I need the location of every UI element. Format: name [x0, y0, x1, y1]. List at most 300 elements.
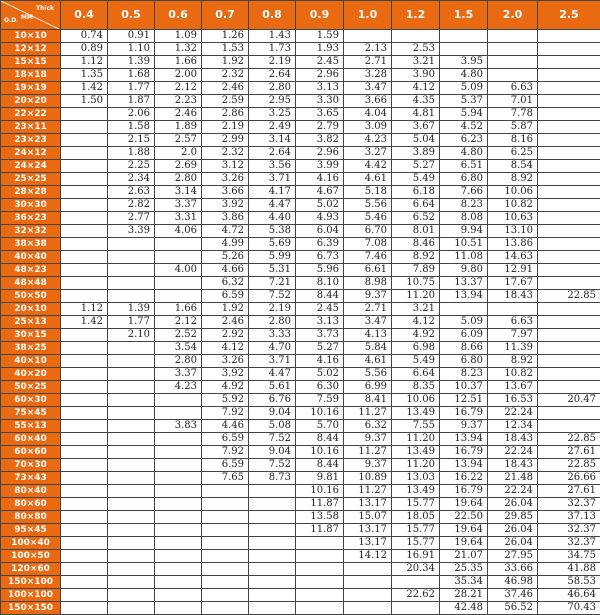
weight-cell: 2.80: [155, 173, 202, 186]
weight-cell: 7.92: [202, 407, 249, 420]
weight-cell: [392, 30, 440, 43]
weight-cell: 1.39: [108, 303, 155, 316]
weight-cell: 10.16: [296, 407, 344, 420]
weight-cell: [61, 420, 108, 433]
weight-cell: 2.45: [296, 303, 344, 316]
table-row: [1, 420, 600, 433]
weight-cell: [155, 394, 202, 407]
weight-cell: 7.97: [488, 329, 538, 342]
weight-cell: [155, 550, 202, 563]
weight-cell: 8.44: [296, 433, 344, 446]
weight-cell: [108, 485, 155, 498]
weight-cell: 7.92: [202, 446, 249, 459]
weight-cell: [108, 238, 155, 251]
weight-cell: 22.24: [488, 485, 538, 498]
size-cell: 36×23: [1, 212, 61, 225]
table-row: [1, 251, 600, 264]
weight-cell: 9.04: [249, 407, 296, 420]
weight-cell: 3.66: [202, 186, 249, 199]
weight-cell: 7.46: [344, 251, 392, 264]
weight-cell: [538, 56, 600, 69]
weight-cell: 5.94: [440, 108, 488, 121]
weight-cell: 7.52: [249, 290, 296, 303]
weight-cell: 6.23: [440, 134, 488, 147]
weight-cell: 10.82: [488, 199, 538, 212]
size-cell: 120×60: [1, 563, 61, 576]
weight-cell: 5.02: [296, 199, 344, 212]
weight-cell: [538, 329, 600, 342]
size-cell: 80×80: [1, 511, 61, 524]
weight-cell: 13.67: [488, 381, 538, 394]
size-cell: 23×11: [1, 121, 61, 134]
size-cell: 60×60: [1, 446, 61, 459]
weight-cell: 1.35: [61, 69, 108, 82]
weight-cell: 20.47: [538, 394, 600, 407]
weight-cell: 1.42: [61, 82, 108, 95]
weight-cell: 10.51: [440, 238, 488, 251]
weight-cell: 10.63: [488, 212, 538, 225]
weight-cell: 6.25: [488, 147, 538, 160]
weight-cell: 16.91: [392, 550, 440, 563]
weight-cell: 19.64: [440, 524, 488, 537]
size-cell: 30×30: [1, 199, 61, 212]
weight-cell: [249, 602, 296, 615]
weight-cell: 2.82: [108, 199, 155, 212]
weight-cell: 11.87: [296, 524, 344, 537]
weight-cell: 10.75: [392, 277, 440, 290]
size-cell: 100×50: [1, 550, 61, 563]
weight-cell: 2.77: [108, 212, 155, 225]
weight-cell: 7.08: [344, 238, 392, 251]
weight-cell: 3.12: [202, 160, 249, 173]
table-row: [1, 108, 600, 121]
weight-cell: [61, 277, 108, 290]
weight-cell: 6.04: [296, 225, 344, 238]
weight-cell: [538, 134, 600, 147]
weight-cell: 2.64: [249, 147, 296, 160]
weight-cell: [61, 433, 108, 446]
weight-cell: 3.39: [108, 225, 155, 238]
weight-cell: 6.52: [392, 212, 440, 225]
size-cell: 15×15: [1, 56, 61, 69]
weight-cell: 22.62: [392, 589, 440, 602]
weight-cell: 5.09: [440, 316, 488, 329]
table-row: [1, 394, 600, 407]
size-cell: 18×18: [1, 69, 61, 82]
weight-cell: [392, 602, 440, 615]
weight-cell: 2.86: [202, 108, 249, 121]
weight-cell: [108, 368, 155, 381]
weight-cell: 11.39: [488, 342, 538, 355]
table-row: [1, 212, 600, 225]
weight-cell: 16.53: [488, 394, 538, 407]
weight-cell: [108, 602, 155, 615]
weight-cell: [155, 290, 202, 303]
weight-cell: [344, 602, 392, 615]
weight-cell: 2.12: [155, 82, 202, 95]
weight-cell: 3.71: [249, 173, 296, 186]
weight-cell: 4.23: [344, 134, 392, 147]
weight-cell: 18.43: [488, 433, 538, 446]
weight-cell: [155, 407, 202, 420]
weight-cell: 4.47: [249, 199, 296, 212]
mm-label: MM: [21, 12, 33, 24]
weight-cell: [155, 433, 202, 446]
weight-cell: 8.92: [488, 355, 538, 368]
weight-cell: 10.16: [296, 446, 344, 459]
weight-cell: 32.37: [538, 537, 600, 550]
weight-cell: [538, 225, 600, 238]
table-row: [1, 433, 600, 446]
weight-cell: [488, 30, 538, 43]
weight-cell: 10.82: [488, 368, 538, 381]
weight-cell: [155, 459, 202, 472]
weight-cell: 4.12: [392, 316, 440, 329]
weight-cell: 26.66: [538, 472, 600, 485]
weight-cell: 3.26: [202, 173, 249, 186]
weight-cell: [538, 199, 600, 212]
corner-header-cell: [1, 1, 61, 30]
weight-cell: 2.19: [202, 121, 249, 134]
weight-cell: [155, 277, 202, 290]
weight-cell: [61, 238, 108, 251]
weight-cell: 21.48: [488, 472, 538, 485]
weight-cell: 3.14: [155, 186, 202, 199]
weight-cell: 11.20: [392, 459, 440, 472]
weight-cell: 5.04: [392, 134, 440, 147]
weight-cell: [108, 264, 155, 277]
weight-cell: [155, 238, 202, 251]
weight-cell: 5.09: [440, 82, 488, 95]
size-cell: 32×32: [1, 225, 61, 238]
size-cell: 150×100: [1, 576, 61, 589]
weight-cell: [108, 407, 155, 420]
weight-cell: [392, 576, 440, 589]
weight-cell: 2.95: [249, 95, 296, 108]
weight-cell: 8.54: [488, 160, 538, 173]
size-cell: 25×13: [1, 316, 61, 329]
weight-cell: [538, 303, 600, 316]
weight-cell: [155, 485, 202, 498]
size-cell: 19×19: [1, 82, 61, 95]
weight-cell: 3.90: [392, 69, 440, 82]
size-cell: 20×20: [1, 95, 61, 108]
table-row: [1, 446, 600, 459]
weight-cell: 3.30: [296, 95, 344, 108]
size-cell: 22×22: [1, 108, 61, 121]
table-row: [1, 563, 600, 576]
weight-cell: 11.20: [392, 290, 440, 303]
od-label: O.D.: [4, 15, 19, 27]
weight-cell: 11.20: [392, 433, 440, 446]
size-cell: 23×23: [1, 134, 61, 147]
weight-cell: 1.26: [202, 30, 249, 43]
weight-cell: 8.98: [344, 277, 392, 290]
weight-cell: 2.32: [202, 69, 249, 82]
table-row: [1, 199, 600, 212]
table-row: [1, 550, 600, 563]
weight-cell: [488, 69, 538, 82]
weight-cell: 7.21: [249, 277, 296, 290]
weight-cell: [249, 563, 296, 576]
weight-cell: 5.96: [296, 264, 344, 277]
weight-cell: 13.17: [344, 498, 392, 511]
weight-cell: 3.28: [344, 69, 392, 82]
weight-cell: 1.92: [202, 56, 249, 69]
weight-cell: [249, 485, 296, 498]
weight-cell: 16.79: [440, 485, 488, 498]
weight-cell: 46.98: [488, 576, 538, 589]
weight-cell: 1.42: [61, 316, 108, 329]
weight-cell: 13.37: [440, 277, 488, 290]
weight-cell: 8.46: [392, 238, 440, 251]
weight-cell: 0.91: [108, 30, 155, 43]
weight-cell: [155, 472, 202, 485]
weight-cell: 3.31: [155, 212, 202, 225]
weight-cell: [108, 433, 155, 446]
weight-cell: 6.39: [296, 238, 344, 251]
weight-cell: [538, 277, 600, 290]
weight-cell: 4.72: [202, 225, 249, 238]
size-cell: 70×30: [1, 459, 61, 472]
weight-cell: [108, 459, 155, 472]
weight-cell: [108, 420, 155, 433]
thickness-header: 1.0: [344, 1, 392, 30]
table-row: [1, 160, 600, 173]
weight-cell: 5.56: [344, 368, 392, 381]
weight-cell: 22.85: [538, 433, 600, 446]
weight-cell: [440, 43, 488, 56]
weight-cell: 1.59: [296, 30, 344, 43]
weight-cell: 5.84: [344, 342, 392, 355]
weight-cell: 10.16: [296, 485, 344, 498]
weight-cell: 11.27: [344, 485, 392, 498]
weight-cell: 6.59: [202, 459, 249, 472]
size-cell: 40×20: [1, 368, 61, 381]
table-row: [1, 43, 600, 56]
weight-cell: 3.13: [296, 316, 344, 329]
weight-cell: 8.44: [296, 459, 344, 472]
weight-cell: 8.23: [440, 199, 488, 212]
weight-cell: 8.92: [392, 251, 440, 264]
weight-cell: 4.92: [392, 329, 440, 342]
weight-cell: [202, 602, 249, 615]
weight-cell: 70.43: [538, 602, 600, 615]
size-cell: 60×40: [1, 433, 61, 446]
weight-cell: 0.74: [61, 30, 108, 43]
weight-cell: 3.99: [296, 160, 344, 173]
size-cell: 50×25: [1, 381, 61, 394]
weight-cell: 4.16: [296, 355, 344, 368]
size-cell: 48×48: [1, 277, 61, 290]
table-row: [1, 355, 600, 368]
weight-cell: [61, 147, 108, 160]
weight-cell: 2.46: [155, 108, 202, 121]
weight-cell: 11.87: [296, 498, 344, 511]
weight-cell: [61, 576, 108, 589]
weight-cell: 22.85: [538, 290, 600, 303]
weight-cell: [61, 355, 108, 368]
weight-cell: 2.80: [155, 355, 202, 368]
size-cell: 80×40: [1, 485, 61, 498]
weight-cell: [61, 472, 108, 485]
weight-cell: 1.92: [202, 303, 249, 316]
table-row: [1, 173, 600, 186]
weight-cell: 28.21: [440, 589, 488, 602]
weight-cell: 1.12: [61, 56, 108, 69]
header-row: [1, 1, 600, 30]
weight-cell: 9.94: [440, 225, 488, 238]
weight-cell: 4.80: [440, 69, 488, 82]
weight-cell: 13.94: [440, 290, 488, 303]
weight-cell: 1.73: [249, 43, 296, 56]
weight-cell: [155, 524, 202, 537]
weight-cell: 1.43: [249, 30, 296, 43]
weight-cell: [155, 576, 202, 589]
size-cell: 40×10: [1, 355, 61, 368]
weight-cell: 6.18: [392, 186, 440, 199]
weight-cell: 7.66: [440, 186, 488, 199]
weight-cell: [249, 511, 296, 524]
size-cell: 10×10: [1, 30, 61, 43]
size-cell: 30×15: [1, 329, 61, 342]
weight-cell: 37.13: [538, 511, 600, 524]
weight-cell: 7.01: [488, 95, 538, 108]
weight-cell: 26.04: [488, 524, 538, 537]
table-body: [1, 30, 600, 615]
weight-cell: [61, 342, 108, 355]
weight-cell: 7.59: [296, 394, 344, 407]
table-row: [1, 407, 600, 420]
weight-cell: 3.65: [296, 108, 344, 121]
weight-cell: 4.06: [155, 225, 202, 238]
size-cell: 100×40: [1, 537, 61, 550]
weight-cell: 9.37: [440, 420, 488, 433]
weight-cell: [61, 199, 108, 212]
weight-cell: 34.75: [538, 550, 600, 563]
weight-cell: [155, 563, 202, 576]
weight-cell: 4.93: [296, 212, 344, 225]
weight-cell: 1.93: [296, 43, 344, 56]
weight-cell: [344, 563, 392, 576]
size-cell: 28×28: [1, 186, 61, 199]
weight-cell: 26.04: [488, 498, 538, 511]
weight-cell: [61, 524, 108, 537]
weight-cell: 13.49: [392, 485, 440, 498]
weight-cell: 2.99: [202, 134, 249, 147]
weight-cell: 6.61: [344, 264, 392, 277]
weight-cell: 21.07: [440, 550, 488, 563]
weight-cell: 1.09: [155, 30, 202, 43]
table-row: [1, 69, 600, 82]
weight-cell: 5.87: [488, 121, 538, 134]
weight-cell: 58.53: [538, 576, 600, 589]
table-row: [1, 82, 600, 95]
weight-cell: 1.39: [108, 56, 155, 69]
weight-cell: 3.71: [249, 355, 296, 368]
weight-cell: 2.52: [155, 329, 202, 342]
size-cell: 40×40: [1, 251, 61, 264]
weight-cell: [488, 303, 538, 316]
weight-cell: [61, 602, 108, 615]
weight-cell: 4.80: [440, 147, 488, 160]
size-cell: 80×60: [1, 498, 61, 511]
weight-cell: 3.14: [249, 134, 296, 147]
weight-cell: 2.96: [296, 147, 344, 160]
weight-cell: [538, 95, 600, 108]
weight-cell: 27.61: [538, 485, 600, 498]
weight-cell: [538, 355, 600, 368]
weight-cell: 3.47: [344, 316, 392, 329]
weight-cell: 37.46: [488, 589, 538, 602]
weight-cell: 1.77: [108, 316, 155, 329]
weight-cell: 10.06: [392, 394, 440, 407]
weight-cell: 6.63: [488, 316, 538, 329]
weight-cell: 4.46: [202, 420, 249, 433]
weight-cell: 15.77: [392, 537, 440, 550]
weight-cell: 4.47: [249, 368, 296, 381]
thickness-header: 0.8: [249, 1, 296, 30]
weight-cell: 2.80: [249, 316, 296, 329]
weight-cell: [202, 485, 249, 498]
thickness-header: 0.9: [296, 1, 344, 30]
weight-cell: 13.17: [344, 537, 392, 550]
weight-cell: 3.37: [155, 368, 202, 381]
weight-cell: 1.68: [108, 69, 155, 82]
weight-cell: 2.19: [249, 56, 296, 69]
weight-cell: 1.66: [155, 303, 202, 316]
size-cell: 25×25: [1, 173, 61, 186]
weight-cell: 11.27: [344, 407, 392, 420]
weight-cell: [108, 524, 155, 537]
weight-cell: 13.17: [344, 524, 392, 537]
weight-cell: 56.52: [488, 602, 538, 615]
weight-cell: 6.51: [440, 160, 488, 173]
weight-cell: [61, 225, 108, 238]
weight-cell: 4.04: [344, 108, 392, 121]
weight-cell: 13.03: [392, 472, 440, 485]
weight-cell: 6.99: [344, 381, 392, 394]
size-cell: 50×50: [1, 290, 61, 303]
weight-cell: 6.30: [296, 381, 344, 394]
weight-cell: 6.98: [392, 342, 440, 355]
weight-cell: 4.67: [296, 186, 344, 199]
weight-cell: 7.52: [249, 459, 296, 472]
weight-cell: 13.86: [488, 238, 538, 251]
weight-cell: [108, 576, 155, 589]
weight-cell: 1.10: [108, 43, 155, 56]
weight-cell: 27.61: [538, 446, 600, 459]
weight-cell: 2.64: [249, 69, 296, 82]
weight-cell: [538, 420, 600, 433]
table-row: [1, 537, 600, 550]
weight-cell: 13.49: [392, 407, 440, 420]
size-cell: 100×100: [1, 589, 61, 602]
weight-cell: 5.31: [249, 264, 296, 277]
weight-cell: [538, 43, 600, 56]
weight-cell: 5.08: [249, 420, 296, 433]
weight-cell: 2.00: [155, 69, 202, 82]
weight-cell: 3.95: [440, 56, 488, 69]
weight-cell: [538, 212, 600, 225]
weight-cell: 5.70: [296, 420, 344, 433]
weight-cell: 5.27: [392, 160, 440, 173]
weight-cell: [202, 498, 249, 511]
weight-cell: 2.0: [155, 147, 202, 160]
weight-cell: [61, 134, 108, 147]
weight-cell: [538, 147, 600, 160]
weight-cell: 4.99: [202, 238, 249, 251]
